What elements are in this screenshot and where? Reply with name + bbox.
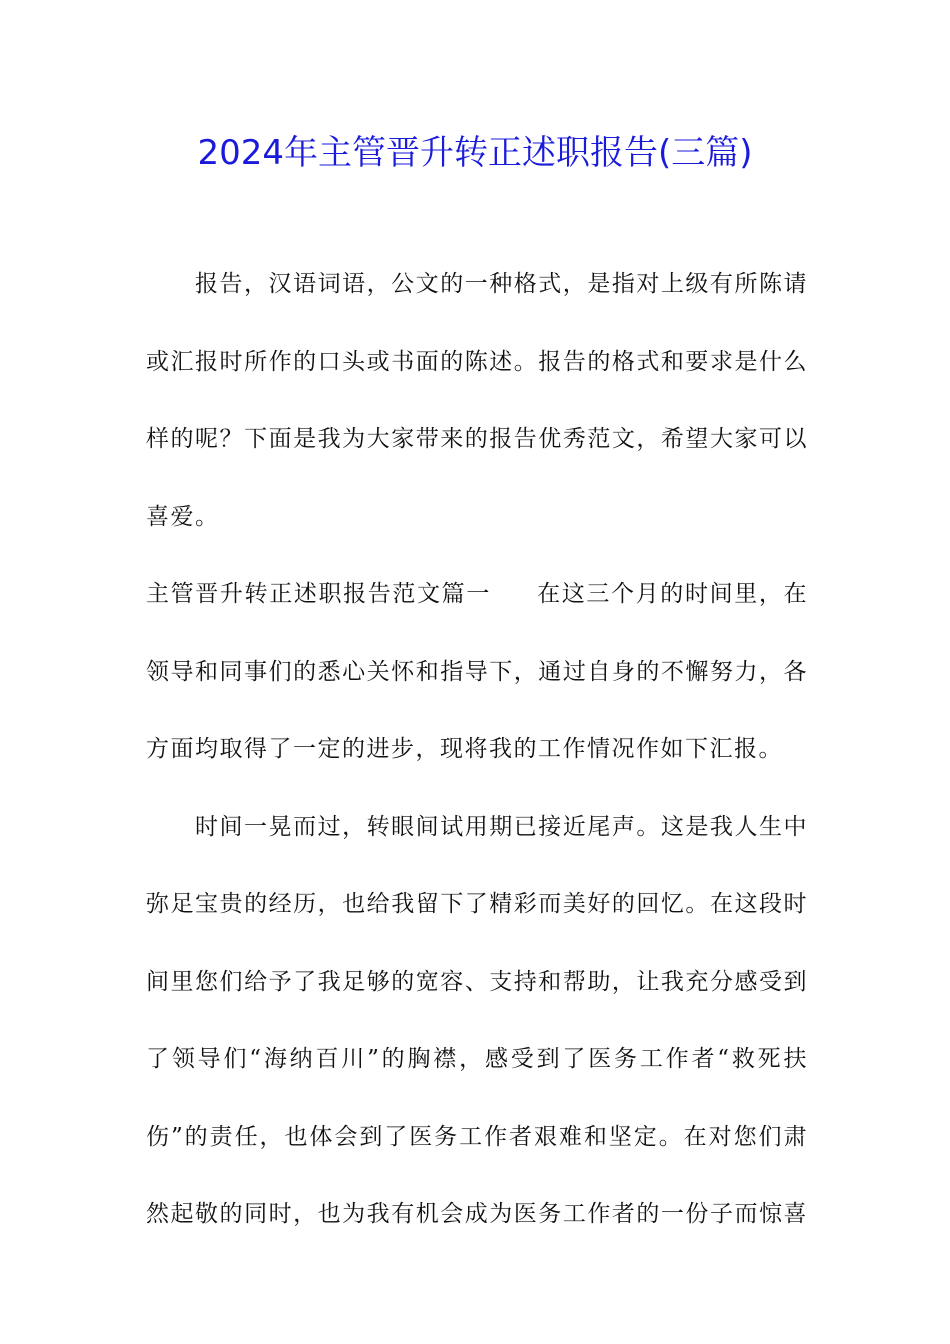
- document-title: 2024年主管晋升转正述职报告(三篇): [197, 133, 753, 173]
- paragraph-2-line-3: 方面均取得了一定的进步，现将我的工作情况作如下汇报。: [146, 736, 783, 762]
- paragraph-3-line-1: 时间一晃而过，转眼间试用期已接近尾声。这是我人生中: [195, 813, 808, 840]
- section-heading: 主管晋升转正述职报告范文篇一: [146, 581, 491, 607]
- paragraph-3-line-6: 然起敬的同时，也为我有机会成为医务工作者的一份子而惊喜: [146, 1201, 808, 1227]
- document-body: [146, 262, 808, 1270]
- paragraph-2-line-1-text: 在这三个月的时间里，在: [536, 581, 809, 607]
- paragraph-3-line-5: 伤”的责任，也体会到了医务工作者艰难和坚定。在对您们肃: [146, 1123, 808, 1150]
- paragraph-3-line-4: 了领导们“海纳百川”的胸襟，感受到了医务工作者“救死扶: [146, 1046, 808, 1072]
- paragraph-2-line-1: [146, 572, 808, 650]
- paragraph-1-line-1: 报告，汉语词语，公文的一种格式，是指对上级有所陈请: [195, 271, 808, 297]
- paragraph-3-line-2: 弥足宝贵的经历，也给我留下了精彩而美好的回忆。在这段时: [146, 891, 808, 917]
- paragraph-2-line-2: 领导和同事们的悉心关怀和指导下，通过自身的不懈努力，各: [146, 658, 808, 685]
- paragraph-1-line-4: 喜爱。: [146, 503, 220, 530]
- paragraph-3-line-3: 间里您们给予了我足够的宽容、支持和帮助，让我充分感受到: [146, 968, 808, 995]
- paragraph-1-line-3: 样的呢？下面是我为大家带来的报告优秀范文，希望大家可以: [146, 426, 808, 452]
- paragraph-1-line-2: 或汇报时所作的口头或书面的陈述。报告的格式和要求是什么: [146, 348, 808, 375]
